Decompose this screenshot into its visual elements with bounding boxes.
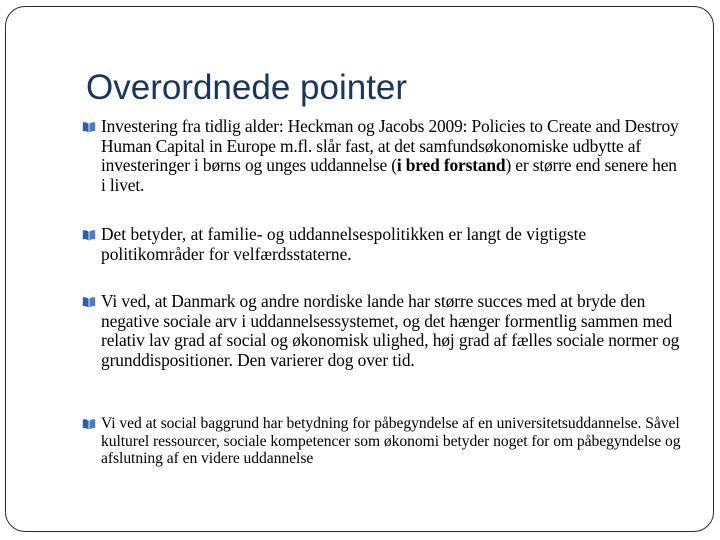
bullet-text-3: Vi ved, at Danmark og andre nordiske lande har større succes med at bryde den negative sociale arv i uddannelsessystemet, og det hænger formentlig sammen med relativ lav grad af social og økonomisk ulighed, høj grad af fælles sociale normer og grunddispositioner. Den varierer dog over tid. — [101, 291, 680, 371]
bullet-text-2: Det betyder, at familie- og uddannelsespolitikken er langt de vigtigste politikområder for velfærdsstaterne. — [101, 224, 587, 264]
open-book-icon — [82, 418, 96, 430]
bullet-text-1-part-a: Investering fra tidlig alder: Heckman og Jacobs 2009: Policies to Create and Destroy Human Capital in Europe m.fl. slår fast, at det samfundsøkonomiske udbytte af investeringer i børns og unges uddannelse ( — [101, 116, 679, 176]
bullet-text-1 — [82, 117, 682, 196]
bullet-item-2 — [82, 225, 682, 264]
bullet-item-1 — [82, 117, 682, 196]
bullet-text-1-bold: i bred forstand — [396, 155, 506, 176]
open-book-icon — [82, 121, 96, 133]
bullet-text-4: Vi ved at social baggrund har betydning for påbegyndelse af en universitetsuddannelse. Såvel kulturel ressourcer, sociale kompetencer som økonomi betyder noget for om påbegyndelse og afslutning af en videre uddannelse — [101, 415, 681, 468]
bullet-text-1-part-b: ) er større end senere hen i livet. — [101, 155, 677, 196]
bullet-item-4 — [82, 415, 682, 468]
open-book-icon — [82, 229, 96, 241]
slide-title: Overordnede pointer — [86, 68, 408, 107]
open-book-icon — [82, 296, 96, 308]
bullet-item-3 — [82, 292, 682, 371]
